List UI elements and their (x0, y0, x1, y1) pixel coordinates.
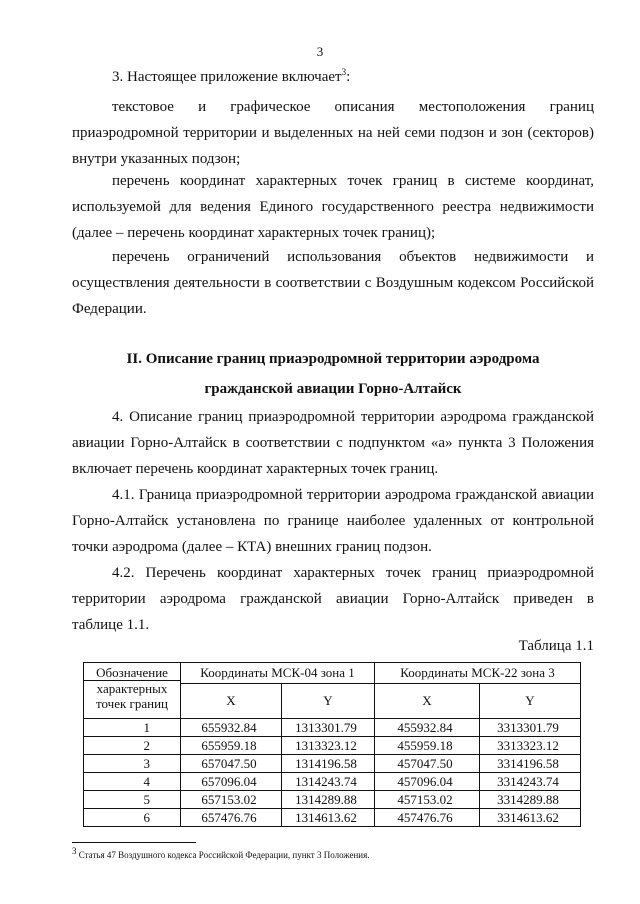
header-point-line: точек границ (95, 696, 169, 711)
cell-y-msk04: 1313323.12 (282, 737, 375, 755)
text-line: Горно-Алтайск установлена по границе наиболее удаленных от контрольной (72, 513, 594, 529)
cell-x-msk04: 657153.02 (181, 791, 282, 809)
text-line: авиации Горно-Алтайск в соответствии с подпунктом «а» пункта 3 Положения (72, 435, 594, 451)
cell-y-msk22: 3314243.74 (480, 773, 581, 791)
cell-x-msk22: 457153.02 (375, 791, 480, 809)
cell-x-msk22: 455932.84 (375, 719, 480, 737)
text-line: территории аэродрома гражданской авиации Горно-Алтайск приведен в (72, 591, 594, 607)
cell-x-msk04: 657096.04 (181, 773, 282, 791)
paragraph-4-1 (72, 482, 594, 560)
table-row (84, 809, 581, 827)
cell-y-msk22: 3313301.79 (480, 719, 581, 737)
cell-x-msk04: 655959.18 (181, 737, 282, 755)
table-caption: Таблица 1.1 (518, 638, 594, 654)
header-x: X (375, 684, 480, 719)
section3-item-3 (72, 244, 594, 322)
table-row (84, 791, 581, 809)
point-number: 3 (84, 755, 181, 773)
text-line: осуществления деятельности в соответствии с Воздушным кодексом Российской (72, 275, 594, 291)
cell-y-msk22: 3314289.88 (480, 791, 581, 809)
point-number: 6 (84, 809, 181, 827)
point-number: 5 (84, 791, 181, 809)
table-row (84, 773, 581, 791)
text-line: таблице 1.1. (72, 617, 150, 633)
text-line: приаэродромной территории и выделенных на ней семи подзон и зон (секторов) (72, 125, 594, 141)
cell-y-msk04: 1314243.74 (282, 773, 375, 791)
footnote (72, 846, 370, 860)
footnote-mark: 3 (72, 846, 77, 856)
cell-x-msk22: 457476.76 (375, 809, 480, 827)
table-row (84, 755, 581, 773)
point-number: 4 (84, 773, 181, 791)
cell-x-msk22: 457096.04 (375, 773, 480, 791)
footnote-text: Статья 47 Воздушного кодекса Российской Федерации, пункт 3 Положения. (78, 850, 370, 860)
heading-line-2: гражданской авиации Горно-Алтайск (204, 381, 462, 397)
table-row (84, 737, 581, 755)
cell-x-msk04: 657047.50 (181, 755, 282, 773)
point-number: 2 (84, 737, 181, 755)
text-line: 4. Описание границ приаэродромной территории аэродрома гражданской (112, 409, 594, 425)
text-line: 4.2. Перечень координат характерных точек границ приаэродромной (112, 565, 594, 581)
section3-intro (72, 64, 594, 90)
cell-y-msk22: 3313323.12 (480, 737, 581, 755)
cell-y-msk22: 3314196.58 (480, 755, 581, 773)
text-line: (далее – перечень координат характерных точек границ); (72, 225, 436, 241)
header-y: Y (282, 684, 375, 719)
header-point (84, 663, 181, 719)
section3-item-1 (72, 94, 594, 172)
header-point-line: характерных (83, 680, 181, 696)
text-line: перечень ограничений использования объектов недвижимости и (112, 249, 594, 265)
paragraph-4-2 (72, 560, 594, 638)
cell-x-msk04: 655932.84 (181, 719, 282, 737)
section-heading (72, 346, 594, 402)
section3-intro-text: 3. Настоящее приложение включает (112, 69, 342, 85)
cell-y-msk04: 1314613.62 (282, 809, 375, 827)
page-number: 3 (316, 44, 324, 59)
cell-x-msk04: 657476.76 (181, 809, 282, 827)
header-x: X (181, 684, 282, 719)
footnote-ref: 3 (341, 67, 347, 77)
text-line: используемой для ведения Единого государственного реестра недвижимости (72, 199, 594, 215)
cell-y-msk04: 1313301.79 (282, 719, 375, 737)
footnote-divider (72, 842, 196, 843)
text-line: Федерации. (72, 301, 147, 317)
text-line: 4.1. Граница приаэродромной территории аэродрома гражданской авиации (112, 487, 594, 503)
text-line: включает перечень координат характерных точек границ. (72, 461, 439, 477)
text-line: точки аэродрома (далее – КТА) внешних границ подзон. (72, 539, 432, 555)
header-y: Y (480, 684, 581, 719)
text-line: перечень координат характерных точек границ в системе координат, (112, 173, 594, 189)
cell-x-msk22: 457047.50 (375, 755, 480, 773)
header-msk22: Координаты МСК-22 зона 3 (375, 663, 581, 684)
header-point-line: Обозначение (96, 665, 168, 680)
text-line: текстовое и графическое описания местоположения границ (112, 99, 594, 115)
coordinates-table (83, 662, 581, 827)
cell-y-msk22: 3314613.62 (480, 809, 581, 827)
table-row (84, 719, 581, 737)
cell-y-msk04: 1314289.88 (282, 791, 375, 809)
section3-item-2 (72, 168, 594, 246)
section3-intro-colon: : (346, 69, 351, 85)
point-number: 1 (84, 719, 181, 737)
text-line: внутри указанных подзон; (72, 151, 241, 167)
heading-line-1: II. Описание границ приаэродромной территории аэродрома (126, 351, 540, 367)
cell-y-msk04: 1314196.58 (282, 755, 375, 773)
cell-x-msk22: 455959.18 (375, 737, 480, 755)
paragraph-4 (72, 404, 594, 482)
header-msk04: Координаты МСК-04 зона 1 (181, 663, 375, 684)
